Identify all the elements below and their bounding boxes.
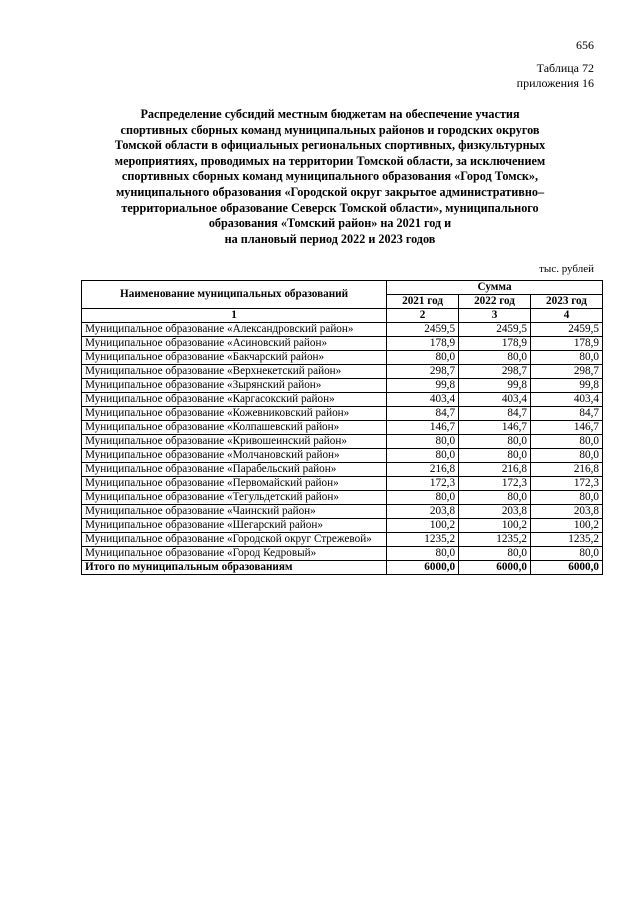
- value-2023: 1235,2: [531, 533, 603, 547]
- title-line: на плановый период 2022 и 2023 годов: [224, 231, 436, 246]
- row-name: Муниципальное образование «Шегарский район»: [82, 519, 387, 533]
- value-2021: 80,0: [387, 547, 459, 561]
- value-2023: 100,2: [531, 519, 603, 533]
- value-2022: 80,0: [459, 435, 531, 449]
- total-2023: 6000,0: [531, 561, 603, 575]
- title-line: территориальное образование Северск Томской области», муниципального: [121, 200, 539, 215]
- row-name: Муниципальное образование «Чаинский район»: [82, 505, 387, 519]
- table-row: [82, 435, 603, 449]
- row-name: Муниципальное образование «Верхнекетский район»: [82, 365, 387, 379]
- value-2023: 80,0: [531, 351, 603, 365]
- header-name: Наименование муниципальных образований: [82, 281, 387, 309]
- row-name: Муниципальное образование «Молчановский район»: [82, 449, 387, 463]
- value-2023: 84,7: [531, 407, 603, 421]
- value-2021: 146,7: [387, 421, 459, 435]
- row-name: Муниципальное образование «Кожевниковский район»: [82, 407, 387, 421]
- table-reference: [517, 61, 594, 91]
- table-row: [82, 379, 603, 393]
- header-sum: Сумма: [387, 281, 603, 295]
- title-line: муниципального образования «Городской округ закрытое административно–: [115, 184, 545, 199]
- total-2021: 6000,0: [387, 561, 459, 575]
- value-2023: 216,8: [531, 463, 603, 477]
- value-2023: 80,0: [531, 491, 603, 505]
- row-name: Муниципальное образование «Колпашевский район»: [82, 421, 387, 435]
- value-2023: 99,8: [531, 379, 603, 393]
- value-2023: 146,7: [531, 421, 603, 435]
- value-2021: 99,8: [387, 379, 459, 393]
- value-2022: 80,0: [459, 547, 531, 561]
- row-name: Муниципальное образование «Александровский район»: [82, 323, 387, 337]
- table-row: [82, 505, 603, 519]
- row-name: Муниципальное образование «Кривошеинский район»: [82, 435, 387, 449]
- value-2021: 100,2: [387, 519, 459, 533]
- value-2021: 216,8: [387, 463, 459, 477]
- table-row: [82, 463, 603, 477]
- row-name: Муниципальное образование «Каргасокский район»: [82, 393, 387, 407]
- total-label: Итого по муниципальным образованиям: [82, 561, 387, 575]
- table-row: [82, 407, 603, 421]
- value-2022: 178,9: [459, 337, 531, 351]
- value-2023: 80,0: [531, 449, 603, 463]
- table-row: [82, 323, 603, 337]
- value-2021: 203,8: [387, 505, 459, 519]
- row-name: Муниципальное образование «Городской округ Стрежевой»: [82, 533, 387, 547]
- document-title: [70, 107, 590, 247]
- value-2021: 298,7: [387, 365, 459, 379]
- row-name: Муниципальное образование «Зырянский район»: [82, 379, 387, 393]
- value-2021: 80,0: [387, 449, 459, 463]
- title-line: мероприятиях, проводимых на территории Томской области, за исключением: [114, 153, 546, 168]
- value-2023: 178,9: [531, 337, 603, 351]
- value-2022: 298,7: [459, 365, 531, 379]
- table-row: [82, 449, 603, 463]
- value-2022: 80,0: [459, 491, 531, 505]
- table-row: [82, 547, 603, 561]
- row-name: Муниципальное образование «Асиновский район»: [82, 337, 387, 351]
- value-2023: 172,3: [531, 477, 603, 491]
- value-2022: 403,4: [459, 393, 531, 407]
- value-2022: 84,7: [459, 407, 531, 421]
- units-label: тыс. рублей: [539, 263, 594, 275]
- table-row: [82, 491, 603, 505]
- table-row: [82, 337, 603, 351]
- table-row: [82, 393, 603, 407]
- header-year-2023: 2023 год: [531, 295, 603, 309]
- row-name: Муниципальное образование «Город Кедровый»: [82, 547, 387, 561]
- value-2023: 80,0: [531, 435, 603, 449]
- value-2022: 99,8: [459, 379, 531, 393]
- table-row: [82, 421, 603, 435]
- row-name: Муниципальное образование «Парабельский район»: [82, 463, 387, 477]
- value-2022: 216,8: [459, 463, 531, 477]
- table-row: [82, 351, 603, 365]
- value-2022: 2459,5: [459, 323, 531, 337]
- table-row: [82, 365, 603, 379]
- header-year-2022: 2022 год: [459, 295, 531, 309]
- value-2021: 84,7: [387, 407, 459, 421]
- table-ref-line-1: Таблица 72: [536, 61, 594, 75]
- subsidy-table: [81, 280, 603, 575]
- column-index: 4: [531, 309, 603, 323]
- row-name: Муниципальное образование «Бакчарский район»: [82, 351, 387, 365]
- value-2023: 203,8: [531, 505, 603, 519]
- value-2022: 146,7: [459, 421, 531, 435]
- column-index: 3: [459, 309, 531, 323]
- table-row: [82, 519, 603, 533]
- value-2021: 80,0: [387, 491, 459, 505]
- column-index: 1: [82, 309, 387, 323]
- value-2021: 1235,2: [387, 533, 459, 547]
- value-2023: 403,4: [531, 393, 603, 407]
- value-2022: 1235,2: [459, 533, 531, 547]
- title-line: Распределение субсидий местным бюджетам на обеспечение участия: [140, 107, 520, 121]
- row-name: Муниципальное образование «Первомайский район»: [82, 477, 387, 491]
- table-row: [82, 477, 603, 491]
- value-2023: 2459,5: [531, 323, 603, 337]
- table-row: [82, 533, 603, 547]
- header-year-2021: 2021 год: [387, 295, 459, 309]
- title-line: образования «Томский район» на 2021 год и: [208, 216, 452, 231]
- value-2021: 172,3: [387, 477, 459, 491]
- page-number: 656: [576, 38, 594, 52]
- total-row: [82, 561, 603, 575]
- value-2023: 80,0: [531, 547, 603, 561]
- title-line: спортивных сборных команд муниципальных районов и городских округов: [120, 122, 540, 137]
- value-2021: 2459,5: [387, 323, 459, 337]
- value-2021: 80,0: [387, 435, 459, 449]
- value-2022: 80,0: [459, 449, 531, 463]
- column-index: 2: [387, 309, 459, 323]
- value-2022: 203,8: [459, 505, 531, 519]
- title-line: Томской области в официальных региональных спортивных, физкультурных: [114, 138, 546, 153]
- total-2022: 6000,0: [459, 561, 531, 575]
- value-2021: 403,4: [387, 393, 459, 407]
- value-2021: 178,9: [387, 337, 459, 351]
- value-2022: 80,0: [459, 351, 531, 365]
- value-2021: 80,0: [387, 351, 459, 365]
- table-ref-line-2: приложения 16: [516, 76, 594, 90]
- row-name: Муниципальное образование «Тегульдетский район»: [82, 491, 387, 505]
- value-2022: 100,2: [459, 519, 531, 533]
- value-2022: 172,3: [459, 477, 531, 491]
- value-2023: 298,7: [531, 365, 603, 379]
- title-line: спортивных сборных команд муниципального образования «Город Томск»,: [121, 169, 539, 184]
